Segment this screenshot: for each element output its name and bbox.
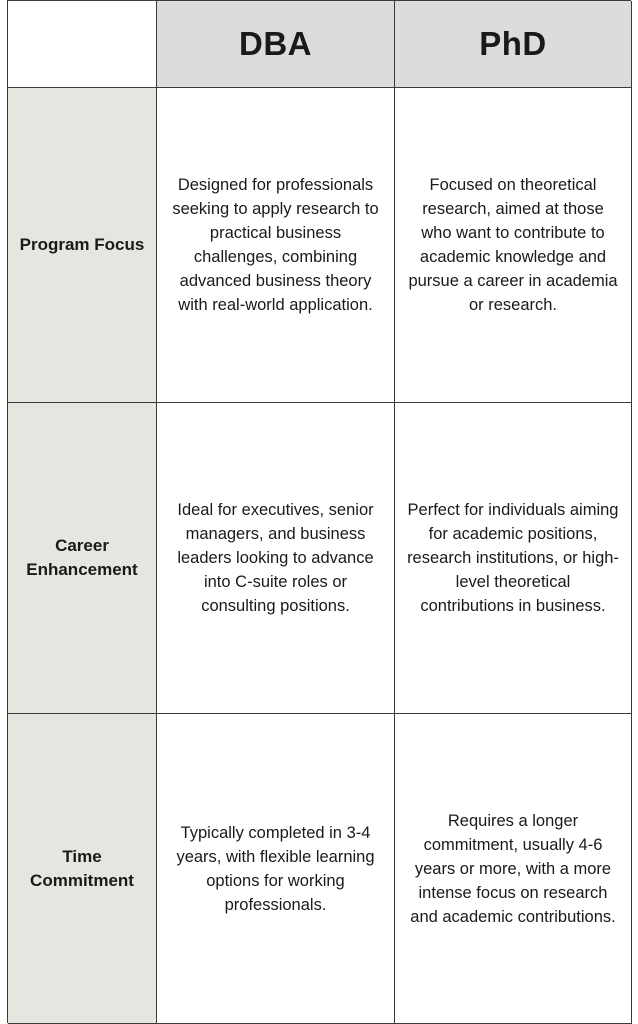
row-label-time-commitment: Time Commitment [8,714,157,1024]
column-header-phd: PhD [395,1,632,88]
row-label-career-enhancement: Career Enhancement [8,403,157,714]
column-header-dba: DBA [157,1,395,88]
table-cell-phd-time-commitment: Requires a longer commitment, usually 4-6 years or more, with a more intense focus on research and academic contributions. [395,714,632,1024]
row-label-program-focus: Program Focus [8,88,157,403]
comparison-table [7,0,631,1023]
table-cell-phd-program-focus: Focused on theoretical research, aimed at those who want to contribute to academic knowledge and pursue a career in academia or research. [395,88,632,403]
table-cell-dba-program-focus: Designed for professionals seeking to apply research to practical business challenges, combining advanced business theory with real-world application. [157,88,395,403]
table-cell-phd-career-enhancement: Perfect for individuals aiming for academic positions, research institutions, or high-level theoretical contributions in business. [395,403,632,714]
table-corner-cell [8,1,157,88]
table-cell-dba-time-commitment: Typically completed in 3-4 years, with flexible learning options for working professionals. [157,714,395,1024]
table-cell-dba-career-enhancement: Ideal for executives, senior managers, and business leaders looking to advance into C-suite roles or consulting positions. [157,403,395,714]
